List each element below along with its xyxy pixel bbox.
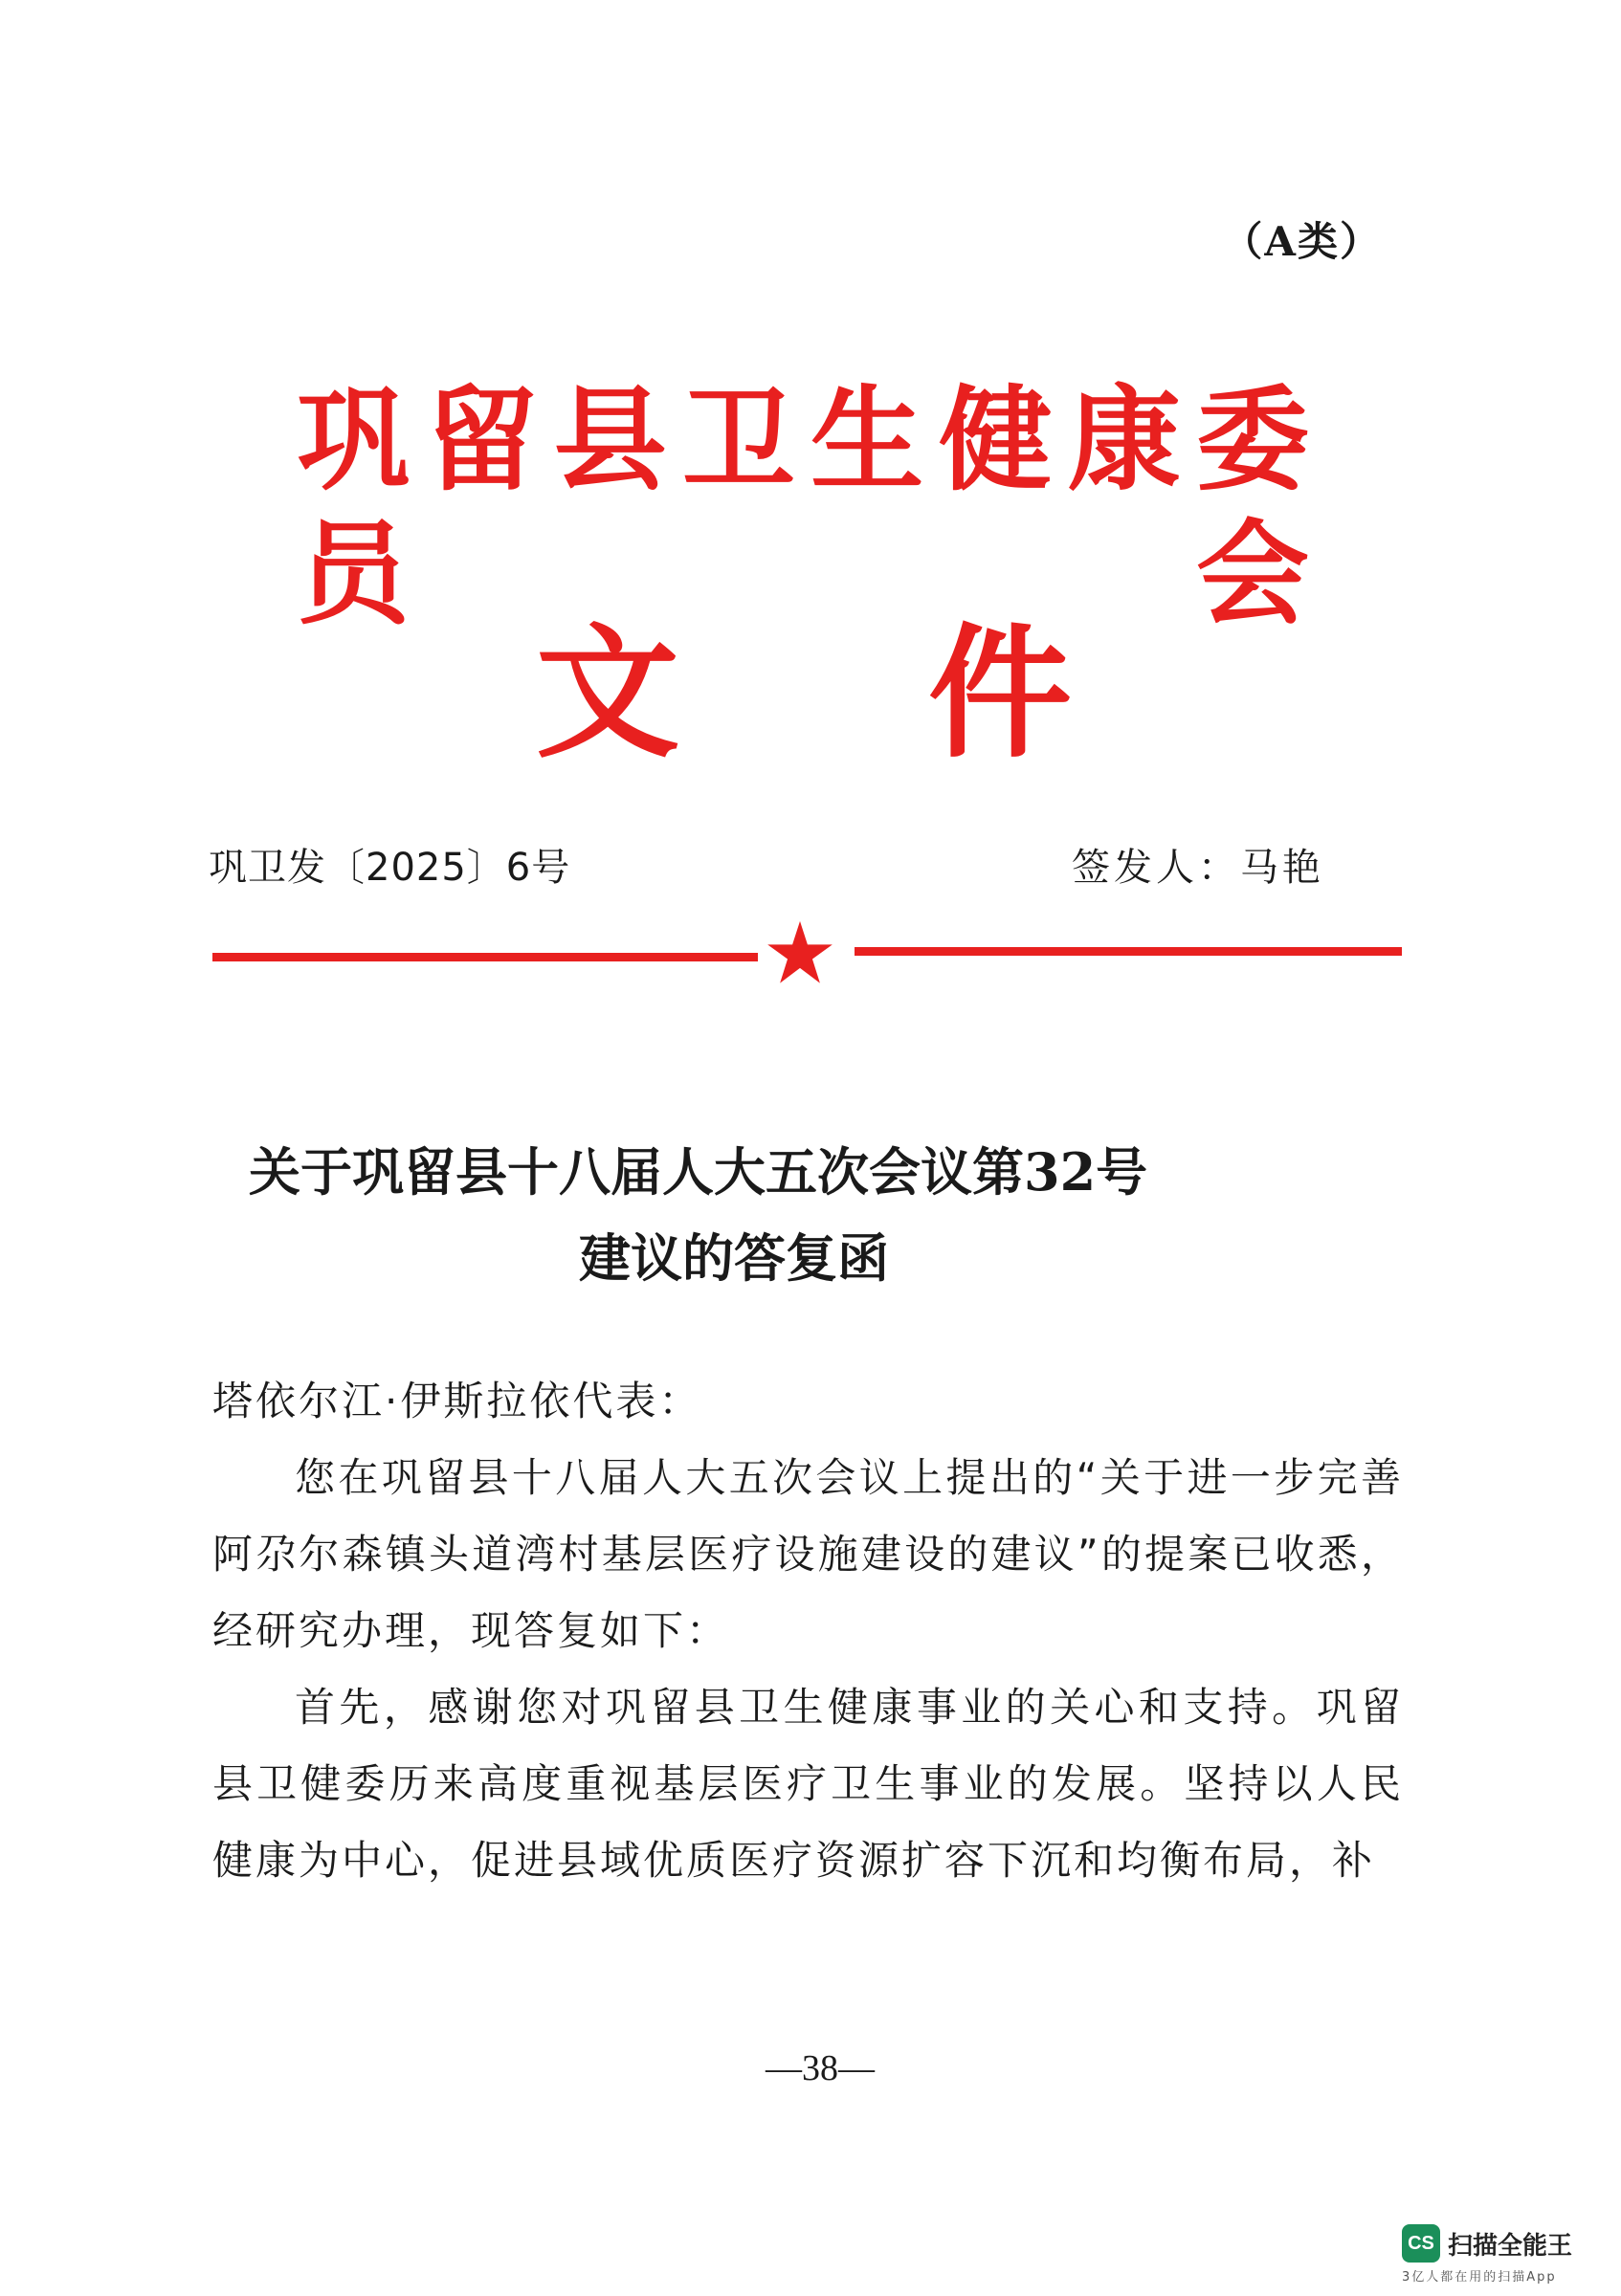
signer: 签发人：马艳 [1072, 846, 1324, 890]
document-number: 巩卫发〔2025〕6号 [209, 846, 571, 890]
scanner-watermark [1402, 2224, 1593, 2285]
document-type-char: 件 [927, 609, 1072, 778]
document-category: （A类） [1222, 218, 1382, 265]
body-paragraph: 首先，感谢您对巩留县卫生健康事业的关心和支持。巩留县卫健委历来高度重视基层医疗卫生事业的发展。坚持以人民健康为中心，促进县域优质医疗资源扩容下沉和均衡布局，补 [212, 1684, 1404, 1884]
scanner-app-name: 扫描全能王 [1448, 2232, 1573, 2261]
body-paragraph: 您在巩留县十八届人大五次会议上提出的“关于进一步完善阿尕尔森镇头道湾村基层医疗设施建设的建议”的提案已收悉，经研究办理，现答复如下： [212, 1454, 1404, 1654]
salutation: 塔依尔江·伊斯拉依代表： [212, 1378, 702, 1424]
scanner-logo-icon: CS [1402, 2224, 1440, 2263]
scanner-tagline: 3亿人都在用的扫描App [1402, 2270, 1557, 2285]
letter-body [212, 1363, 1404, 1899]
page-number: —38— [766, 2048, 875, 2088]
document-title [211, 1129, 1397, 1301]
issuing-organization-header: 巩留县卫生健康委员会 [297, 373, 1311, 640]
separator-line-left [212, 953, 758, 961]
title-line: 建议的答复函 [579, 1227, 889, 1289]
red-star-icon [766, 918, 834, 987]
separator-line-right [855, 947, 1402, 956]
title-line: 关于巩留县十八届人大五次会议第32号 [249, 1141, 1148, 1203]
document-type-header [536, 609, 1072, 778]
document-type-char: 文 [536, 609, 680, 778]
